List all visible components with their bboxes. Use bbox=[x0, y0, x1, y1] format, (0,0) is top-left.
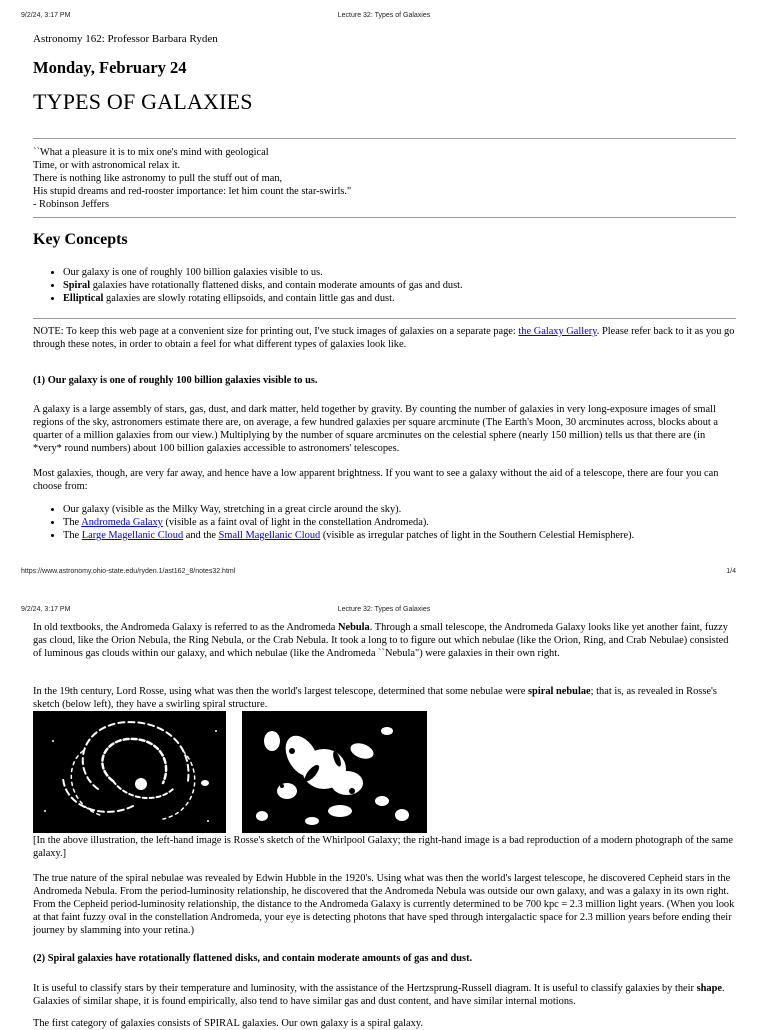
note-text: . Please refer back to it as you go through these notes, in order to obtain a feel for what different types of galaxies look like. bbox=[33, 326, 735, 350]
list-item-text: (visible as a faint oval of light in the constellation Andromeda). bbox=[162, 517, 429, 528]
visible-galaxies-list bbox=[33, 503, 736, 542]
whirlpool-photo-image bbox=[242, 711, 427, 833]
poem-line: His stupid dreams and red-rooster importance: let him count the star-swirls." bbox=[33, 186, 352, 197]
paragraph-block bbox=[33, 467, 736, 493]
paragraph-text: In old textbooks, the Andromeda Galaxy is referred to as the Andromeda bbox=[33, 622, 338, 633]
poem-attribution: - Robinson Jeffers bbox=[33, 199, 109, 210]
page-title: TYPES OF GALAXIES bbox=[33, 89, 253, 114]
divider bbox=[33, 217, 736, 218]
note-block bbox=[33, 325, 736, 351]
lecture-date: Monday, February 24 bbox=[33, 58, 187, 77]
large-magellanic-cloud-link[interactable]: Large Magellanic Cloud bbox=[81, 530, 184, 541]
andromeda-galaxy-link[interactable]: Andromeda Galaxy bbox=[81, 517, 163, 528]
key-concepts-heading: Key Concepts bbox=[33, 231, 128, 248]
image-caption-block bbox=[33, 834, 736, 860]
paragraph: The true nature of the spiral nebulae was revealed by Edwin Hubble in the 1920's. Using what was then the world's largest telescope, he discovered Cepheid stars in the Andromeda Nebula. From the period-luminosity relationship, he discovered that the Andromeda Nebula was outside our own galaxy, and was a galaxy in its own right. From the Cepheid period-luminosity relationship, the distance to the Andromeda Galaxy is currently determined to be 700 kpc = 2.3 million light years. (When you look at that faint fuzzy oval in the constellation Andromeda, your eye is detecting photons that have sped through intergalactic space for 2.3 million years before ending their journey by slamming into your retina.) bbox=[33, 873, 735, 936]
divider bbox=[33, 138, 736, 139]
list-item-text: The bbox=[63, 530, 82, 541]
print-page-number: 1/4 bbox=[726, 568, 736, 575]
section1-heading bbox=[33, 374, 736, 387]
print-datetime: 9/2/24, 3:17 PM bbox=[21, 12, 71, 19]
list-item-text: Our galaxy is one of roughly 100 billion galaxies visible to us. bbox=[63, 267, 323, 278]
whirlpool-sketch-drawing bbox=[33, 711, 226, 833]
list-item-text: Our galaxy (visible as the Milky Way, stretching in a great circle around the sky). bbox=[63, 504, 402, 515]
paragraph-text: In the 19th century, Lord Rosse, using what was then the world's largest telescope, determined that some nebulae were bbox=[33, 686, 529, 697]
list-item bbox=[63, 503, 736, 516]
galaxy-gallery-link[interactable]: the Galaxy Gallery bbox=[518, 326, 597, 337]
paragraph: The first category of galaxies consists of SPIRAL galaxies. Our own galaxy is a spiral galaxy. bbox=[33, 1018, 423, 1029]
list-item-text: The bbox=[63, 517, 82, 528]
note-text: NOTE: To keep this web page at a convenient size for printing out, I've stuck images of galaxies on a separate page: bbox=[33, 326, 519, 337]
list-item-text: galaxies have rotationally flattened disks, and contain moderate amounts of gas and dust. bbox=[90, 280, 463, 291]
whirlpool-photo-drawing bbox=[242, 711, 427, 833]
bold-term: spiral nebulae bbox=[528, 686, 591, 697]
course-name: Astronomy 162: Professor Barbara Ryden bbox=[33, 33, 218, 45]
print-doc-title: Lecture 32: Types of Galaxies bbox=[337, 606, 431, 613]
paragraph-text: ; that is, as revealed in Rosse's sketch (below left), they have a swirling spiral structure. bbox=[33, 686, 717, 710]
note-paragraph bbox=[33, 325, 736, 351]
list-item-text: (visible as irregular patches of light in the Southern Celestial Hemisphere). bbox=[320, 530, 635, 541]
key-concepts-list bbox=[33, 266, 736, 305]
divider bbox=[33, 318, 736, 319]
paragraph bbox=[33, 621, 736, 660]
list-item bbox=[63, 266, 736, 279]
print-header bbox=[0, 594, 768, 613]
lecture-date-block bbox=[33, 58, 736, 77]
print-datetime: 9/2/24, 3:17 PM bbox=[21, 606, 71, 613]
paragraph bbox=[33, 685, 736, 711]
image-caption: [In the above illustration, the left-hand image is Rosse's sketch of the Whirlpool Galaxy; the right-hand image is a bad reproduction of a modern photograph of the same galaxy.] bbox=[33, 835, 733, 859]
list-item-text: galaxies are slowly rotating ellipsoids, and contain little gas and dust. bbox=[103, 293, 395, 304]
poem-line: There is nothing like astronomy to pull the stuff out of man, bbox=[33, 173, 283, 184]
title-block bbox=[33, 89, 736, 114]
poem-line: Time, or with astronomical relax it. bbox=[33, 160, 181, 171]
paragraph bbox=[33, 982, 736, 1008]
print-doc-title: Lecture 32: Types of Galaxies bbox=[337, 12, 431, 19]
key-concepts-heading-block bbox=[33, 233, 736, 246]
epigraph bbox=[33, 146, 736, 211]
section2-heading-block bbox=[33, 952, 736, 965]
section-heading-text: (2) Spiral galaxies have rotationally flattened disks, and contain moderate amounts of gas and dust. bbox=[33, 953, 473, 964]
course-line bbox=[33, 33, 736, 46]
paragraph-block bbox=[33, 685, 736, 711]
bold-term: shape bbox=[696, 983, 723, 994]
list-item bbox=[63, 516, 736, 529]
paragraph: A galaxy is a large assembly of stars, gas, dust, and dark matter, held together by gravity. By counting the number of galaxies in very long-exposure images of small regions of the sky, astronomers estimate there are, on average, a few hundred galaxies per square arcminute (The Earth's Moon, 30 arcminutes across, blocks about a quarter of a million galaxies from our view.) Multiplying by the number of square arcminutes on the celestial sphere (nearly 150 million) tells us that there are (in *very* round numbers) about 100 billion galaxies accessible to astronomers' telescopes. bbox=[33, 404, 719, 454]
rosse-sketch-image bbox=[33, 711, 226, 833]
print-url: https://www.astronomy.ohio-state.edu/ryden.1/ast162_8/notes32.html bbox=[21, 568, 236, 575]
paragraph-text: It is useful to classify stars by their temperature and luminosity, with the assistance of the Hertzsprung-Russell diagram. It is useful to classify galaxies by their bbox=[33, 983, 697, 994]
paragraph-text: . Galaxies of similar shape, it is found empirically, also tend to have similar gas and dust content, and have similar internal motions. bbox=[33, 983, 725, 1007]
poem-line: ``What a pleasure it is to mix one's mind with geological bbox=[33, 147, 269, 158]
bold-term: Nebula bbox=[338, 622, 370, 633]
bold-term: Spiral bbox=[63, 280, 91, 291]
paragraph-block bbox=[33, 403, 736, 455]
list-item bbox=[63, 279, 736, 292]
paragraph-text: . Through a small telescope, the Andromeda Galaxy looks like yet another faint, fuzzy gas cloud, like the Orion Nebula, the Ring Nebula, or the Crab Nebula. It took a long to to figure out which nebulae (like the Orion, Ring, and Crab Nebulae) consisted of luminous gas clouds within our galaxy, and which nebulae (like the Andromeda ``Nebula") were galaxies in their own right. bbox=[33, 622, 729, 659]
list-item bbox=[63, 529, 736, 542]
section-heading-text: (1) Our galaxy is one of roughly 100 billion galaxies visible to us. bbox=[33, 375, 318, 386]
section1-heading-block bbox=[33, 374, 736, 387]
small-magellanic-cloud-link[interactable]: Small Magellanic Cloud bbox=[218, 530, 321, 541]
paragraph: Most galaxies, though, are very far away, and hence have a low apparent brightness. If you want to see a galaxy without the aid of a telescope, there are four you can choose from: bbox=[33, 468, 719, 492]
section2-heading bbox=[33, 952, 736, 965]
list-item bbox=[63, 292, 736, 305]
bold-term: Elliptical bbox=[63, 293, 104, 304]
list-item-text: and the bbox=[183, 530, 219, 541]
paragraph-block bbox=[33, 982, 736, 1008]
paragraph-block bbox=[33, 872, 736, 937]
paragraph-block bbox=[33, 621, 736, 660]
print-header bbox=[0, 0, 768, 19]
